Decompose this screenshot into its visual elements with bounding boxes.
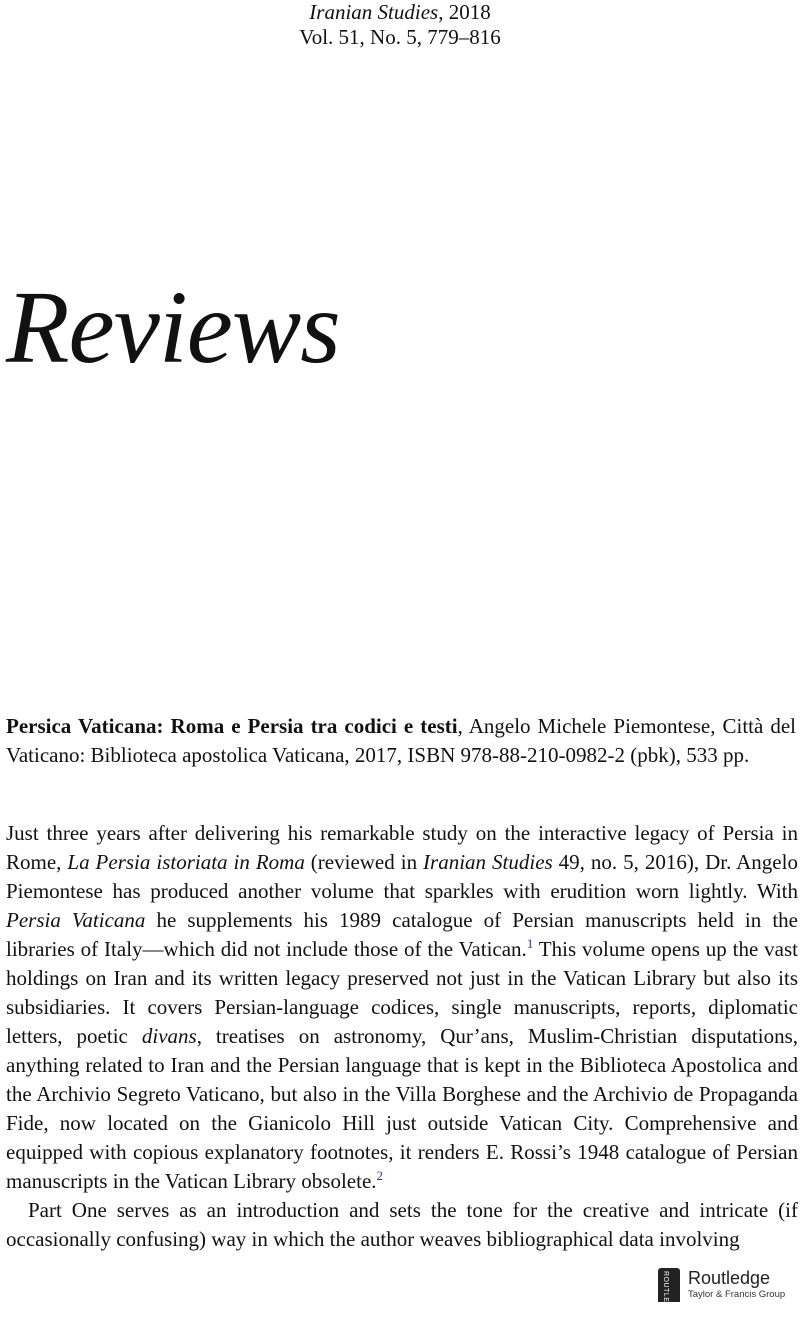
book-details: , Angelo Michele Piemontese, Città del Vaticano: Biblioteca apostolica Vaticana, 2017, ISBN 978-88-210-0982-2 (pbk), 533 pp. [6,714,796,767]
publisher-logo [658,1268,788,1319]
paragraph-1 [6,819,798,1196]
journal-name: Iranian Studies [309,0,439,24]
italic-title: La Persia istoriata in Roma [67,850,305,874]
text-run: he supplements his 1989 catalogue of Persian manuscripts held in the libraries of Italy—which did not include those of the Vatican. [6,908,798,961]
volume-line: Vol. 51, No. 5, 779–816 [299,25,501,49]
text-run: , treatises on astronomy, Qur’ans, Muslim-Christian disputations, anything related to Iran and the Persian language that is kept in the Biblioteca Apostolica and the Archivio Segreto Vaticano, but also in the Villa Borghese and the Archivio de Propaganda Fide, now located on the Gianicolo Hill just outside Vatican City. Comprehensive and equipped with copious explanatory footnotes, it renders E. Rossi’s 1948 catalogue of Persian manuscripts in the Vatican Library obsolete. [6,1024,798,1193]
footnote-ref-1[interactable]: 1 [526,936,534,951]
italic-term: divans [141,1024,197,1048]
section-title: Reviews [6,270,340,385]
book-citation [6,712,796,770]
footnote-ref-2[interactable]: 2 [376,1168,384,1183]
text-run: 49, no. 5, 2016), Dr. Angelo Piemontese has produced another volume that sparkles with erudition worn lightly. With [6,850,798,903]
text-run: (reviewed in [304,850,424,874]
journal-year: , 2018 [438,0,491,24]
journal-line [0,0,800,25]
text-run: Just three years after delivering his remarkable study on the interactive legacy of Persia in Rome, [6,821,798,874]
review-body [6,819,798,1254]
mark-text: ROUTLEDGE [662,1271,669,1319]
publisher-group: Taylor & Francis Group [688,1289,786,1300]
italic-title: Iranian Studies [423,850,553,874]
publisher-name: Routledge [688,1268,771,1288]
routledge-mark-icon [658,1268,680,1319]
running-header [0,0,800,50]
text-run: This volume opens up the vast holdings on Iran and its written legacy preserved not just in the Vatican Library but also its subsidiaries. It covers Persian-language codices, single manuscripts, reports, diplomatic letters, poetic [6,937,799,1048]
paragraph-2: Part One serves as an introduction and sets the tone for the creative and intricate (if occasionally confusing) way in which the author weaves bibliographical data involving [6,1198,798,1251]
italic-title: Persia Vaticana [6,908,146,932]
book-title: Persica Vaticana: Roma e Persia tra codici e testi [6,714,458,738]
